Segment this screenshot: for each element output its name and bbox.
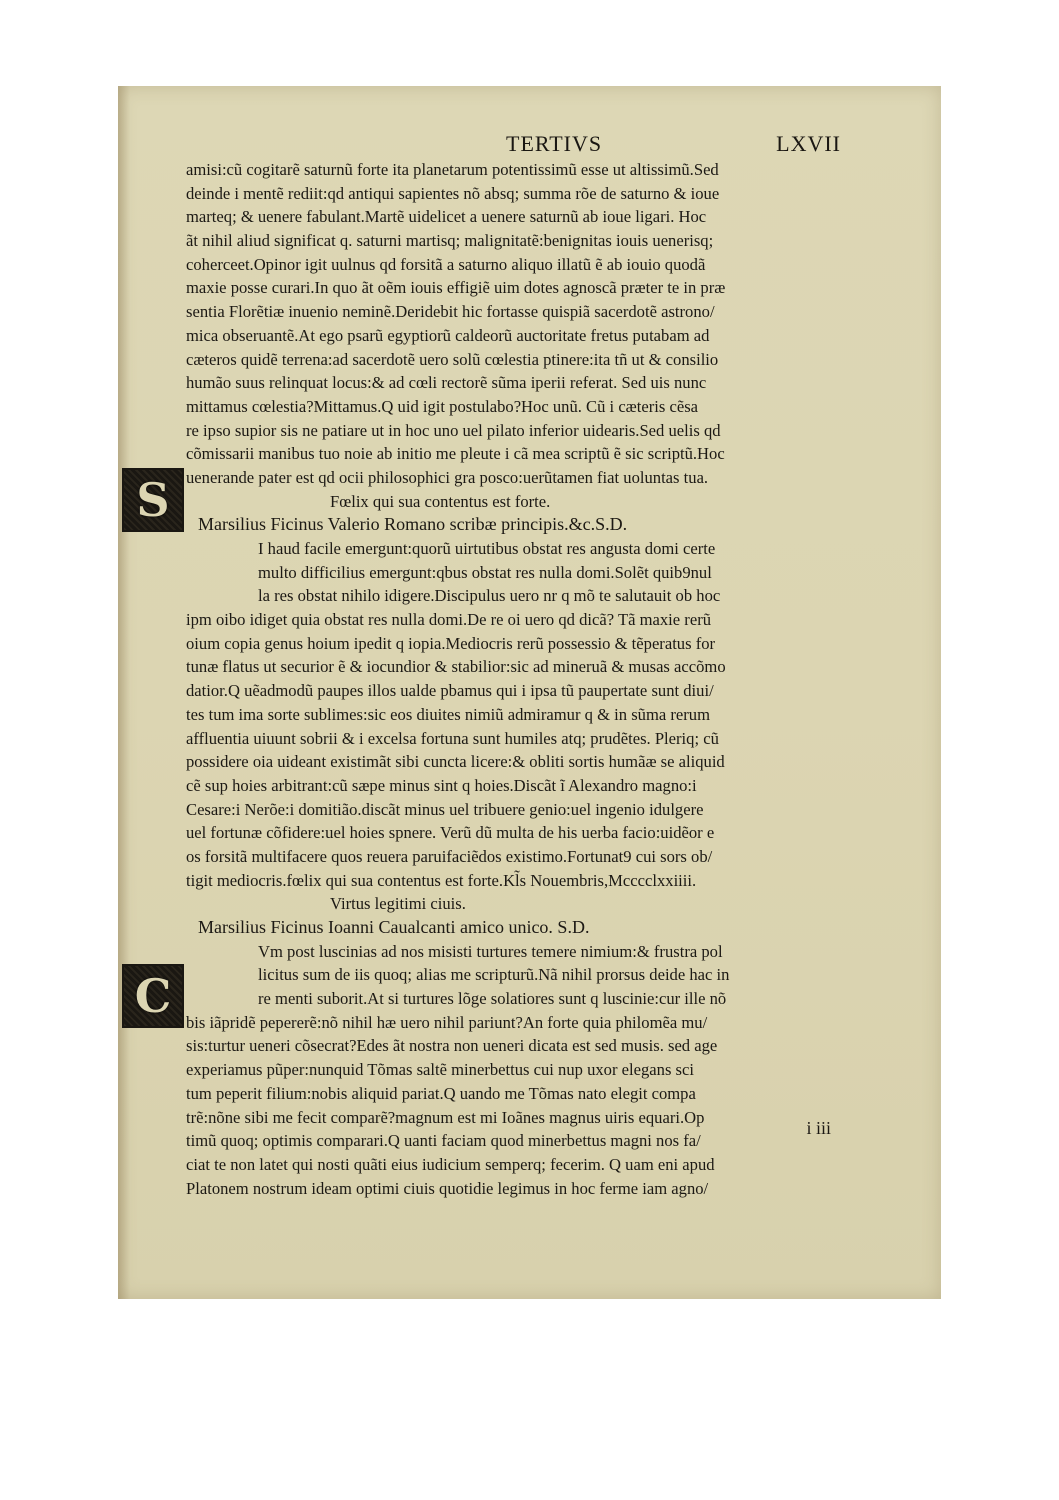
text-line: licitus sum de iis quoq; alias me scripturũ.Nã nihil prorsus deide hac in: [258, 965, 730, 985]
text-line: humão suus relinquat locus:& ad cœli rectorẽ sũma iperii referat. Sed uis nunc: [186, 373, 707, 393]
decorated-initial-c: [122, 964, 184, 1028]
text-line: ciat te non latet qui nosti quãti eius iudicium semperq; fecerim. Q uam eni apud: [186, 1154, 715, 1174]
text-line: re menti suborit.At si turtures lõge solatiores sunt q luscinie:cur ille nõ: [258, 989, 727, 1009]
text-line: I haud facile emergunt:quorũ uirtutibus obstat res angusta domi certe: [258, 539, 716, 558]
text-line: trẽ:nõne sibi me fecit comparẽ?magnum est mi Ioãnes magnus uiris equari.Op: [186, 1107, 705, 1127]
decorated-initial-s: [122, 468, 184, 532]
text-line: cẽ sup hoies arbitrant:cũ sæpe minus sint q hoies.Discãt ĩ Alexandro magno:i: [186, 775, 697, 795]
text-line: tes tum ima sorte sublimes:sic eos diuites nimiũ admiramur q & in sũma rerum: [186, 704, 711, 724]
page-edge-shadow: [118, 86, 130, 1299]
text-line: tum peperit filium:nobis aliquid pariat.Q uando me Tõmas nato elegit compa: [186, 1083, 696, 1103]
text-line: ipm oibo idiget quia obstat res nulla domi.De re oi uero qd dicã? Tã maxie rerũ: [186, 610, 712, 630]
body-text: [186, 158, 846, 1200]
text-line: timũ quoq; optimis comparari.Q uanti faciam quod minerbettus magni nos fa/: [186, 1131, 701, 1151]
folio-number: LXVII: [776, 131, 841, 156]
text-line: Platonem nostrum ideam optimi ciuis quotidie legimus in hoc ferme iam agno/: [186, 1178, 709, 1198]
text-line: mittamus cœlestia?Mittamus.Q uid igit postulabo?Hoc unũ. Cũ i cæteris cẽsa: [186, 396, 699, 416]
text-line: cõmissarii manibus tuo noie ab initio me pleute i cã mea scriptũ ẽ sic scriptũ.Hoc: [186, 444, 725, 464]
motto: Fœlix qui sua contentus est forte.: [330, 491, 551, 511]
text-line: uel fortunæ cõfidere:uel hoies spnere. Verũ dũ multa de his uerba facio:uidẽor e: [186, 823, 715, 843]
letter-heading: Marsilius Ficinus Valerio Romano scribæ principis.&c.S.D.: [198, 514, 628, 535]
text-line: oium copia genus hoium ipedit q iopia.Mediocris rerũ possessio & tẽperatus for: [186, 633, 716, 653]
text-line: Cesare:i Nerõe:i domitião.discãt minus uel tribuere genio:uel ingenio idulgere: [186, 799, 704, 819]
initial-letter: C: [134, 969, 172, 1023]
text-line: Vm post luscinias ad nos misisti turtures temere nimium:& frustra pol: [258, 941, 723, 961]
letter-heading: Marsilius Ficinus Ioanni Caualcanti amico unico. S.D.: [198, 917, 590, 937]
text-line: possidere oia uideant existimãt sibi cuncta licere:& obliti sortis humãæ se aliquid: [186, 752, 725, 772]
text-line: cæteros quidẽ terrena:ad sacerdotẽ uero solũ cœlestia ptinere:ita tñ ut & consilio: [186, 349, 719, 369]
text-line: ãt nihil aliud significat q. saturni martisq; malignitatẽ:benignitas iouis uenerisq;: [186, 231, 714, 251]
text-line: datior.Q uẽadmodũ paupes illos ualde pbamus qui i ipsa tũ paupertate sunt diui/: [186, 681, 714, 701]
text-line: affluentia uiuunt sobrii & i excelsa fortuna sunt humiles atq; prudẽtes. Pleriq; cũ: [186, 728, 719, 748]
text-line: tigit mediocris.fœlix qui sua contentus est forte.Kl̃s Nouembris,Mcccclxxiiii.: [186, 870, 697, 890]
text-line: maxie posse curari.In quo ãt oẽm iouis effigiẽ uim dotes agnoscã præter te in præ: [186, 278, 726, 298]
text-line: mica obseruantẽ.At ego psarũ egyptiorũ caldeorũ auctoritate fretus putabam ad: [186, 325, 710, 345]
scanned-page: [118, 86, 941, 1299]
text-line: deinde i mentẽ rediit:qd antiqui sapientes nõ absq; summa rõe de saturno & ioue: [186, 183, 720, 203]
text-line: marteq; & uenere fabulant.Martẽ uidelicet a uenere saturnũ ab ioue ligari. Hoc: [186, 207, 707, 227]
signature-mark: i iii: [806, 1118, 831, 1138]
text-line: multo difficilius emergunt:qbus obstat res nulla domi.Solẽt quib9nul: [258, 562, 712, 582]
initial-letter: S: [136, 473, 170, 527]
running-head-title: TERTIVS: [506, 131, 603, 156]
text-line: experiamus pũper:nunquid Tõmas saltẽ minerbettus cui nup uxor elegans sci: [186, 1060, 694, 1080]
text-line: sentia Florẽtiæ inuenio neminẽ.Deridebit hic fortasse quispiã sacerdotẽ astrono/: [186, 302, 715, 322]
running-head: [118, 131, 941, 161]
text-line: tunæ flatus ut securior ẽ & iocundior & stabilior:sic ad mineruã & musas accõmo: [186, 657, 726, 677]
motto: Virtus legitimi ciuis.: [330, 894, 466, 914]
text-line: la res obstat nihilo idigere.Discipulus uero nr q mõ te salutauit ob hoc: [258, 586, 721, 606]
text-line: os forsitã multifacere quos reuera paruifaciẽdos existimo.Fortunat9 cui sors ob/: [186, 846, 713, 866]
text-line: uenerande pater est qd ocii philosophici gra posco:uerũtamen fiat uoluntas tua.: [186, 467, 709, 487]
text-line: amisi:cũ cogitarẽ saturnũ forte ita planetarum potentissimũ esse ut altissimũ.Sed: [186, 160, 719, 179]
text-line: bis iãpridẽ pepererẽ:nõ nihil hæ uero nihil pariunt?An forte quia philomẽa mu/: [186, 1012, 708, 1032]
text-line: sis:turtur ueneri cõsecrat?Edes ãt nostra non ueneri dicata est sed musis. sed age: [186, 1036, 718, 1056]
text-line: re ipso supior sis ne patiare ut in hoc uno uel pilato inferior uidearis.Sed uelis qd: [186, 420, 721, 440]
text-line: coherceet.Opinor igit uulnus qd forsitã a saturno aliquo illatũ ẽ ab iouio quodã: [186, 254, 706, 274]
